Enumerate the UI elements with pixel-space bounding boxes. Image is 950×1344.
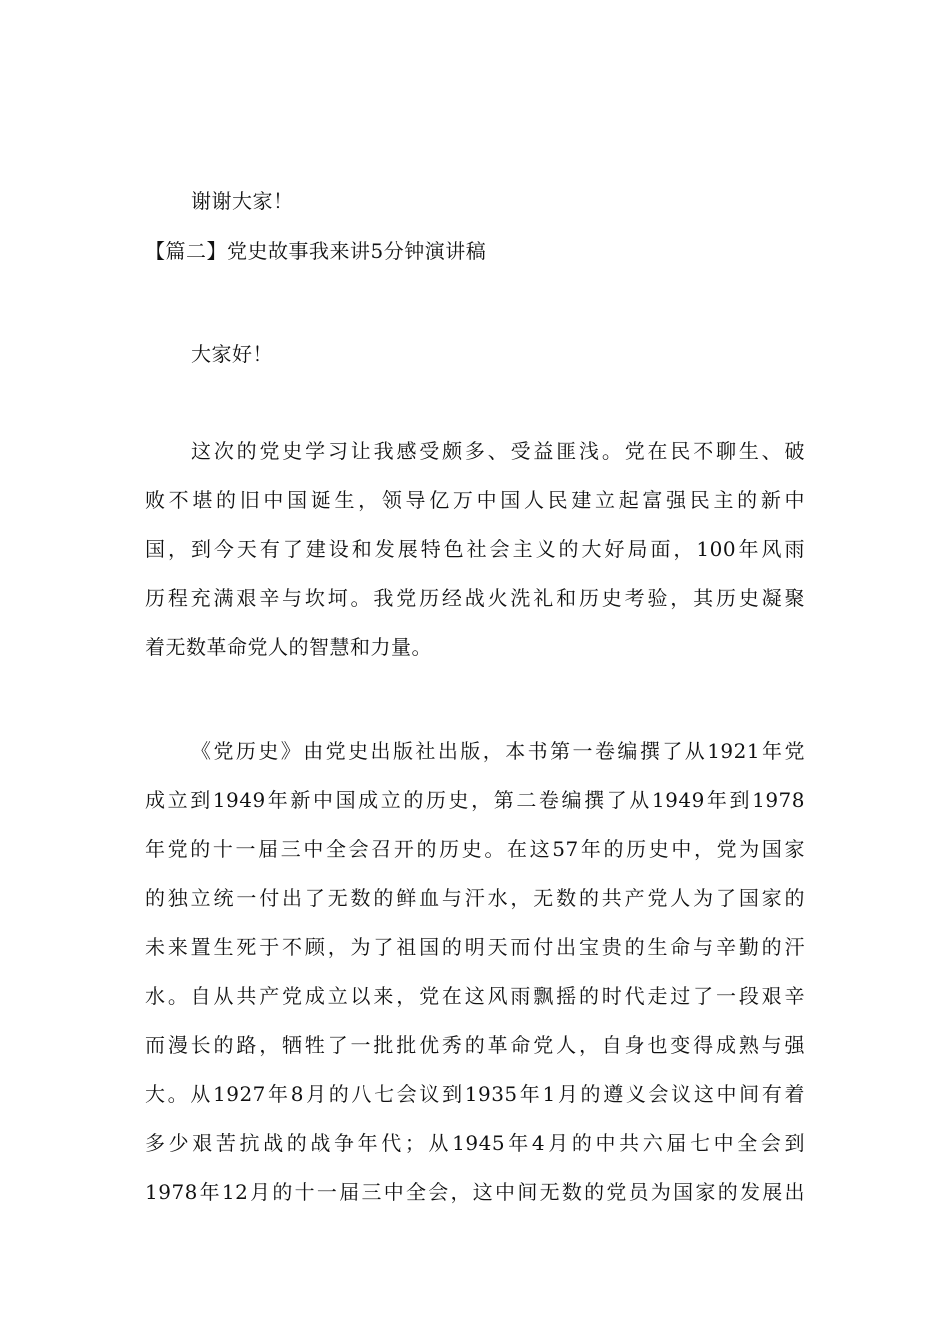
paragraph-2-line: 多少艰苦抗战的战争年代；从1945年4月的中共六届七中全会到 <box>145 1131 805 1155</box>
paragraph-1-line: 历程充满艰辛与坎坷。我党历经战火洗礼和历史考验，其历史凝聚 <box>145 586 805 610</box>
closing-text: 谢谢大家！ <box>191 189 294 213</box>
greeting-text: 大家好！ <box>191 342 273 366</box>
paragraph-2-line: 的独立统一付出了无数的鲜血与汗水，无数的共产党人为了国家的 <box>145 886 805 910</box>
paragraph-2-line: 成立到1949年新中国成立的历史，第二卷编撰了从1949年到1978 <box>145 788 805 812</box>
paragraph-2-line: 《党历史》由党史出版社出版，本书第一卷编撰了从1921年党 <box>191 739 805 763</box>
paragraph-1-line: 败不堪的旧中国诞生，领导亿万中国人民建立起富强民主的新中 <box>145 488 805 512</box>
paragraph-1-line: 国，到今天有了建设和发展特色社会主义的大好局面，100年风雨 <box>145 537 805 561</box>
paragraph-2-line: 大。从1927年8月的八七会议到1935年1月的遵义会议这中间有着 <box>145 1082 805 1106</box>
paragraph-2-line: 未来置生死于不顾，为了祖国的明天而付出宝贵的生命与辛勤的汗 <box>145 935 805 959</box>
paragraph-2-line: 年党的十一届三中全会召开的历史。在这57年的历史中，党为国家 <box>145 837 805 861</box>
paragraph-2-line: 1978年12月的十一届三中全会，这中间无数的党员为国家的发展出 <box>145 1180 805 1204</box>
paragraph-1-line: 着无数革命党人的智慧和力量。 <box>145 635 432 659</box>
paragraph-2-line: 而漫长的路，牺牲了一批批优秀的革命党人，自身也变得成熟与强 <box>145 1033 805 1057</box>
section-title: 【篇二】党史故事我来讲5分钟演讲稿 <box>145 239 487 263</box>
paragraph-2-line: 水。自从共产党成立以来，党在这风雨飘摇的时代走过了一段艰辛 <box>145 984 805 1008</box>
paragraph-1-line: 这次的党史学习让我感受颇多、受益匪浅。党在民不聊生、破 <box>191 439 805 463</box>
